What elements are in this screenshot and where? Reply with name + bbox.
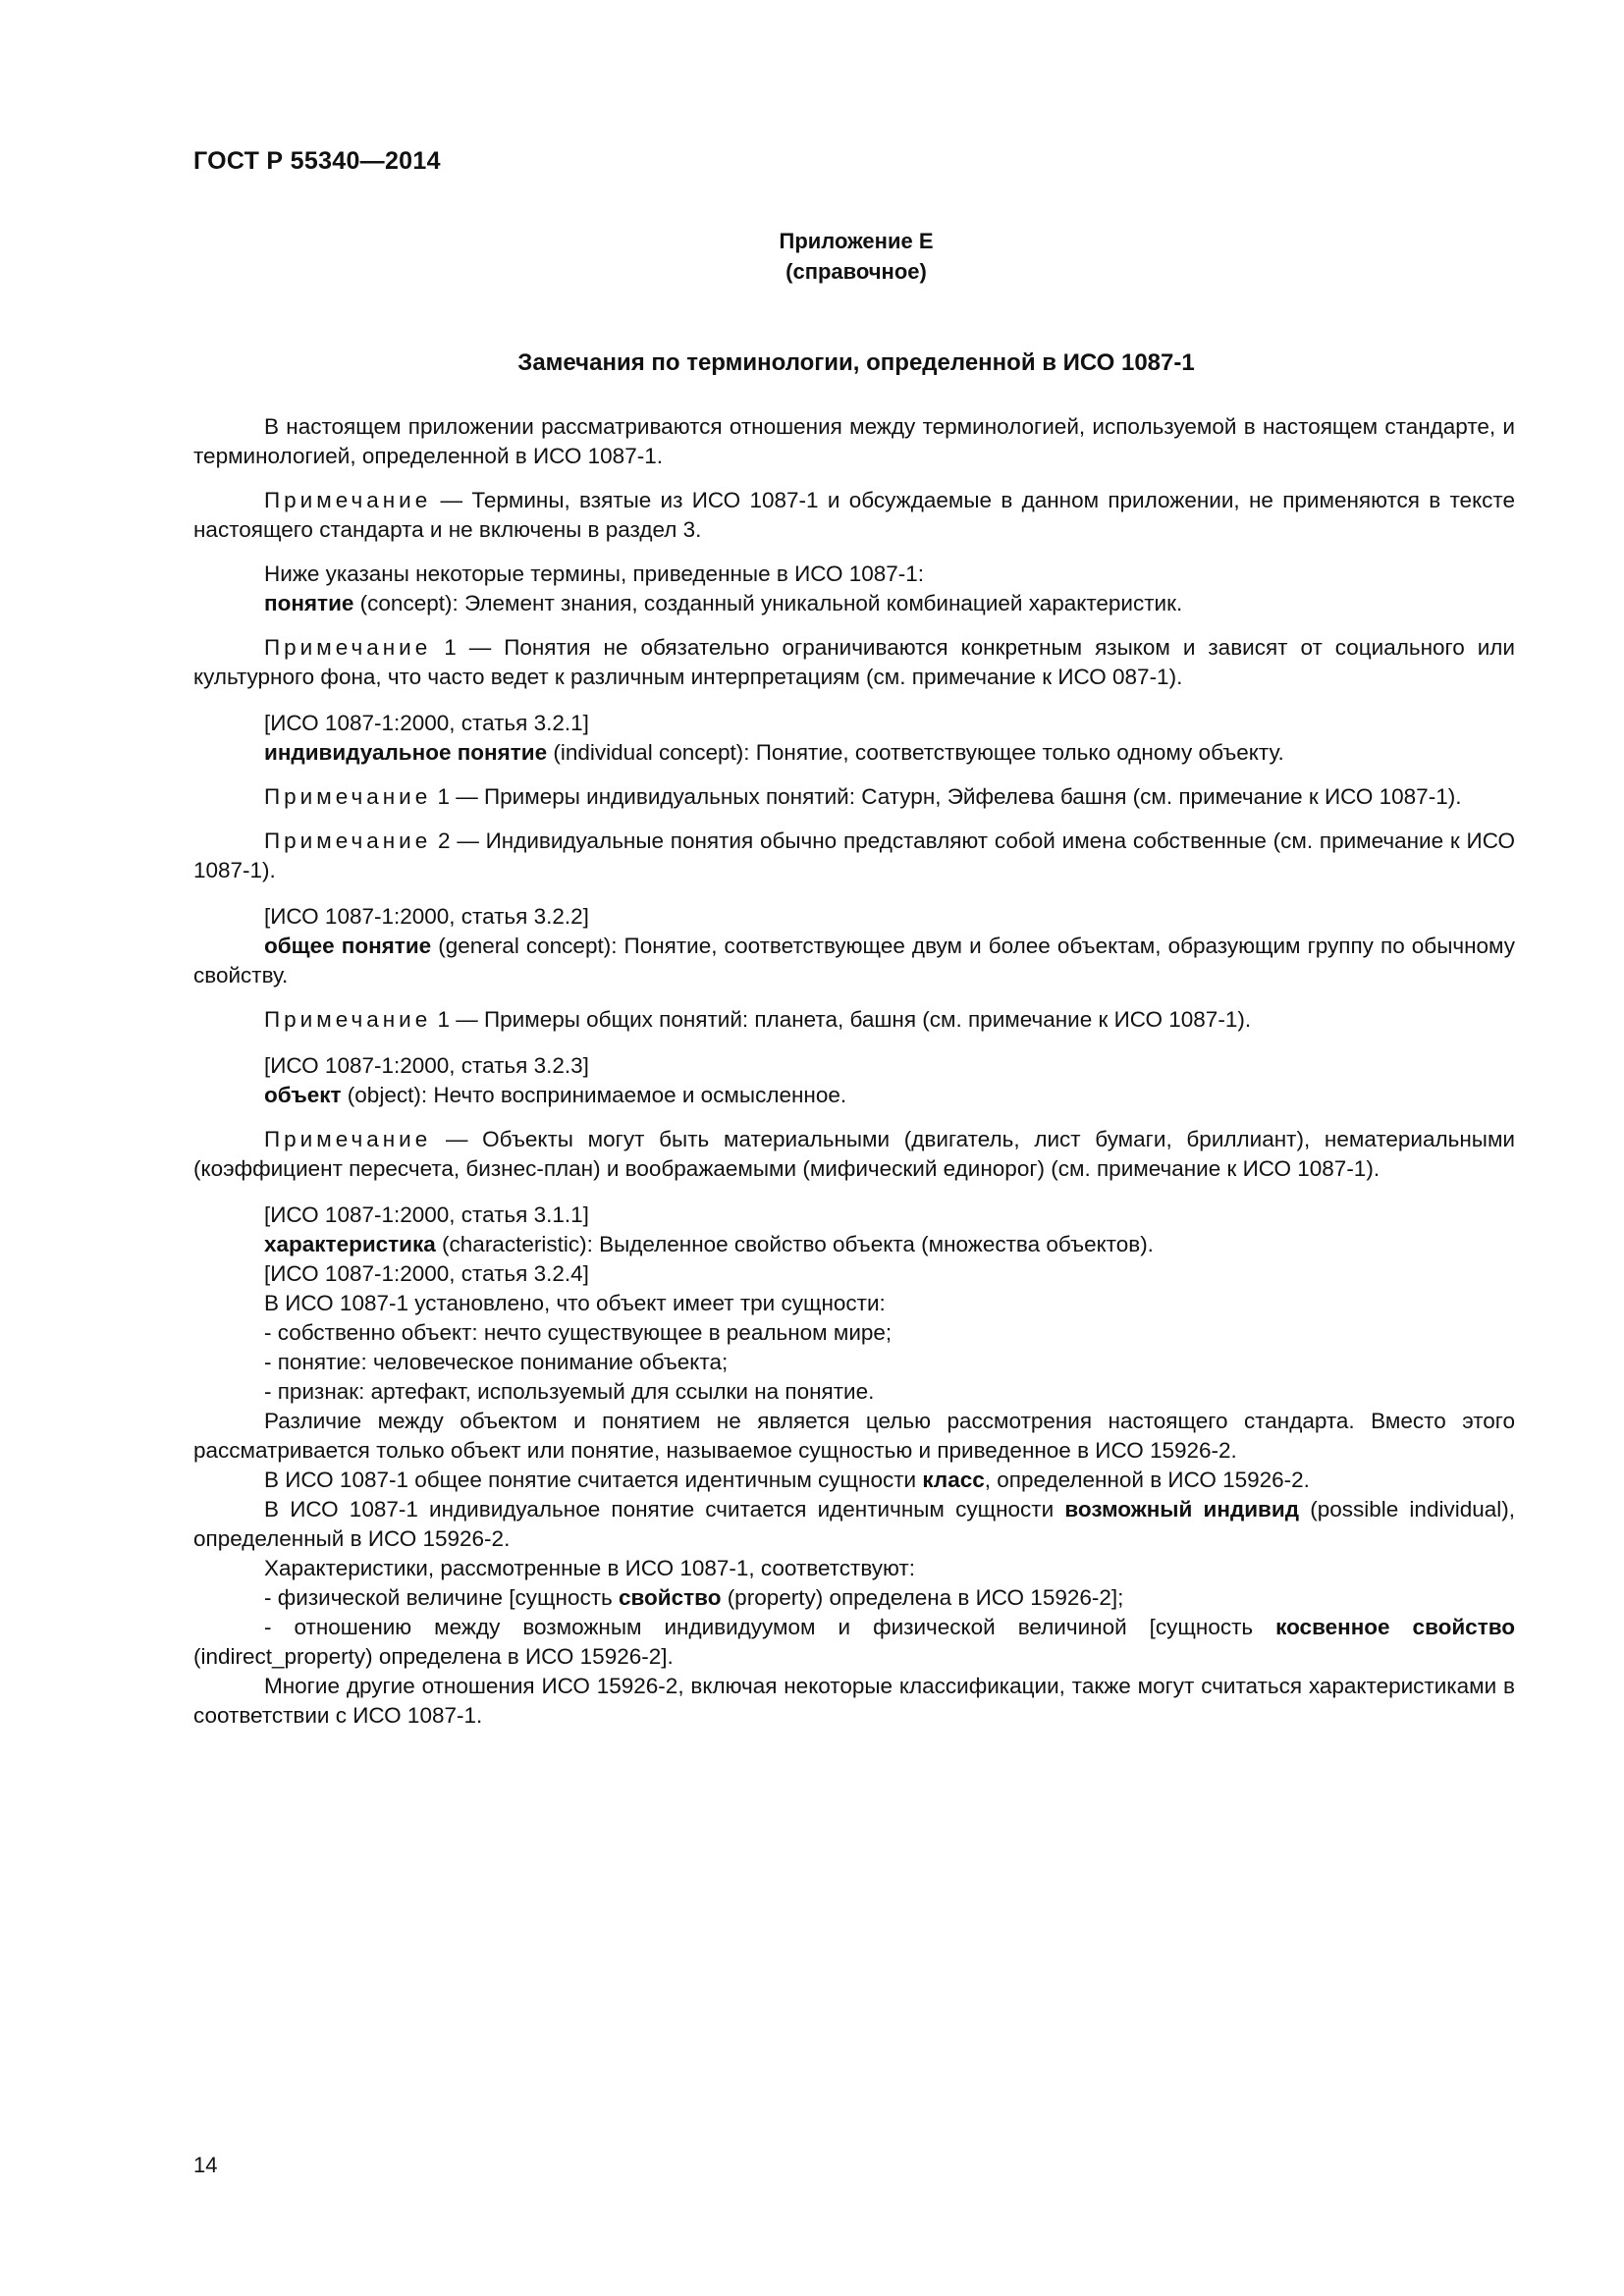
- physical-quantity-post: (property) определена в ИСО 15926-2];: [721, 1585, 1124, 1610]
- note-paragraph: [193, 486, 1515, 545]
- term-concept: понятие: [264, 591, 354, 615]
- note-label: Примечание: [264, 1007, 432, 1032]
- note-concept-text: 1 — Понятия не обязательно ограничиваются конкретным языком и зависят от социального или культурного фона, что часто ведет к различным интерпретациям (см. примечание к ИСО 087-1).: [193, 635, 1515, 689]
- entity-item-1: - собственно объект: нечто существующее в реальном мире;: [264, 1320, 893, 1345]
- note-text: — Термины, взятые из ИСО 1087-1 и обсуждаемые в данном приложении, не применяются в тексте настоящего стандарта и не включены в раздел 3.: [193, 488, 1515, 542]
- definition-concept-text: (concept): Элемент знания, созданный уникальной комбинацией характеристик.: [353, 591, 1183, 615]
- term-general: общее понятие: [264, 934, 432, 958]
- reference-1: [ИСО 1087-1:2000, статья 3.2.1]: [264, 711, 589, 735]
- definition-general-text: (general concept): Понятие, соответствующее двум и более объектам, образующим группу по обычному свойству.: [193, 934, 1516, 988]
- note-general: [193, 1005, 1515, 1035]
- document-code: ГОСТ Р 55340—2014: [193, 147, 441, 175]
- definition-concept: [193, 589, 1515, 618]
- individual-concept-pre: В ИСО 1087-1 индивидуальное понятие считается идентичным сущности: [264, 1497, 1065, 1522]
- appendix-title: Приложение Е: [779, 229, 934, 253]
- relation-post: (indirect_property) определена в ИСО 15926-2].: [193, 1644, 674, 1669]
- three-entities: В ИСО 1087-1 установлено, что объект имеет три сущности:: [264, 1291, 886, 1315]
- note-object-text: — Объекты могут быть материальными (двигатель, лист бумаги, бриллиант), нематериальными (коэффициент пересчета, бизнес-план) и воображаемыми (мифический единорог) (см. примечание к ИСО 1087-1).: [193, 1127, 1515, 1181]
- entity-item-2: - понятие: человеческое понимание объекта;: [264, 1350, 729, 1374]
- note-label: Примечание: [264, 635, 432, 660]
- document-body: [193, 412, 1515, 1731]
- note-label: Примечание: [264, 488, 432, 512]
- note-label: Примечание: [264, 784, 432, 809]
- term-individual: индивидуальное понятие: [264, 740, 548, 765]
- note-individual-1-text: 1 — Примеры индивидуальных понятий: Сатурн, Эйфелева башня (см. примечание к ИСО 1087-1).: [431, 784, 1462, 809]
- physical-quantity-pre: - физической величине [сущность: [264, 1585, 619, 1610]
- definition-individual-text: (individual concept): Понятие, соответствующее только одному объекту.: [547, 740, 1284, 765]
- term-possible-individual: возможный индивид: [1064, 1497, 1300, 1522]
- note-general-text: 1 — Примеры общих понятий: планета, башня (см. примечание к ИСО 1087-1).: [431, 1007, 1252, 1032]
- note-concept: [193, 633, 1515, 692]
- note-label: Примечание: [264, 1127, 432, 1151]
- term-indirect-property: косвенное свойство: [1275, 1615, 1515, 1639]
- general-concept-paragraph: [193, 1466, 1515, 1495]
- individual-concept-paragraph: [193, 1495, 1515, 1554]
- page-number: 14: [193, 2153, 218, 2177]
- definition-characteristic-text: (characteristic): Выделенное свойство объекта (множества объектов).: [435, 1232, 1154, 1256]
- term-class: класс: [922, 1468, 985, 1492]
- reference-2: [ИСО 1087-1:2000, статья 3.2.2]: [264, 904, 589, 929]
- appendix-subtitle: (справочное): [785, 259, 927, 284]
- relation-item: [193, 1613, 1515, 1672]
- closing-paragraph: Многие другие отношения ИСО 15926-2, включая некоторые классификации, также могут считаться характеристиками в соответствии с ИСО 1087-1.: [193, 1674, 1515, 1728]
- distinction-paragraph: Различие между объектом и понятием не является целью рассмотрения настоящего стандарта. Вместо этого рассматривается только объект или понятие, называемое сущностью и приведенное в ИСО 15926-2.: [193, 1409, 1515, 1463]
- definition-characteristic: [193, 1230, 1515, 1259]
- characteristics-intro: Характеристики, рассмотренные в ИСО 1087-1, соответствуют:: [264, 1556, 915, 1580]
- note-individual-2-text: 2 — Индивидуальные понятия обычно представляют собой имена собственные (см. примечание к ИСО 1087-1).: [193, 828, 1515, 882]
- intro-paragraph: В настоящем приложении рассматриваются отношения между терминологией, используемой в настоящем стандарте, и терминологией, определенной в ИСО 1087-1.: [193, 414, 1515, 468]
- individual-concept-post: (possible individual), определенный в ИСО 15926-2.: [193, 1497, 1515, 1551]
- definition-object-text: (object): Нечто воспринимаемое и осмысленное.: [341, 1083, 847, 1107]
- section-title: Замечания по терминологии, определенной в ИСО 1087-1: [517, 349, 1195, 376]
- reference-4: [ИСО 1087-1:2000, статья 3.1.1]: [264, 1202, 589, 1227]
- definition-object: [193, 1081, 1515, 1110]
- reference-5: [ИСО 1087-1:2000, статья 3.2.4]: [264, 1261, 589, 1286]
- list-intro: Ниже указаны некоторые термины, приведенные в ИСО 1087-1:: [264, 561, 925, 586]
- reference-3: [ИСО 1087-1:2000, статья 3.2.3]: [264, 1053, 589, 1078]
- entity-item-3: - признак: артефакт, используемый для ссылки на понятие.: [264, 1379, 875, 1404]
- general-concept-post: , определенной в ИСО 15926-2.: [984, 1468, 1310, 1492]
- definition-general: [193, 932, 1515, 990]
- note-individual-1: [193, 782, 1515, 812]
- term-object: объект: [264, 1083, 342, 1107]
- definition-individual: [193, 738, 1515, 768]
- physical-quantity-item: [193, 1583, 1515, 1613]
- note-individual-2: [193, 827, 1515, 885]
- term-characteristic: характеристика: [264, 1232, 436, 1256]
- note-label: Примечание: [264, 828, 432, 853]
- note-object: [193, 1125, 1515, 1184]
- general-concept-pre: В ИСО 1087-1 общее понятие считается идентичным сущности: [264, 1468, 923, 1492]
- term-property: свойство: [619, 1585, 722, 1610]
- relation-pre: - отношению между возможным индивидуумом и физической величиной [сущность: [264, 1615, 1276, 1639]
